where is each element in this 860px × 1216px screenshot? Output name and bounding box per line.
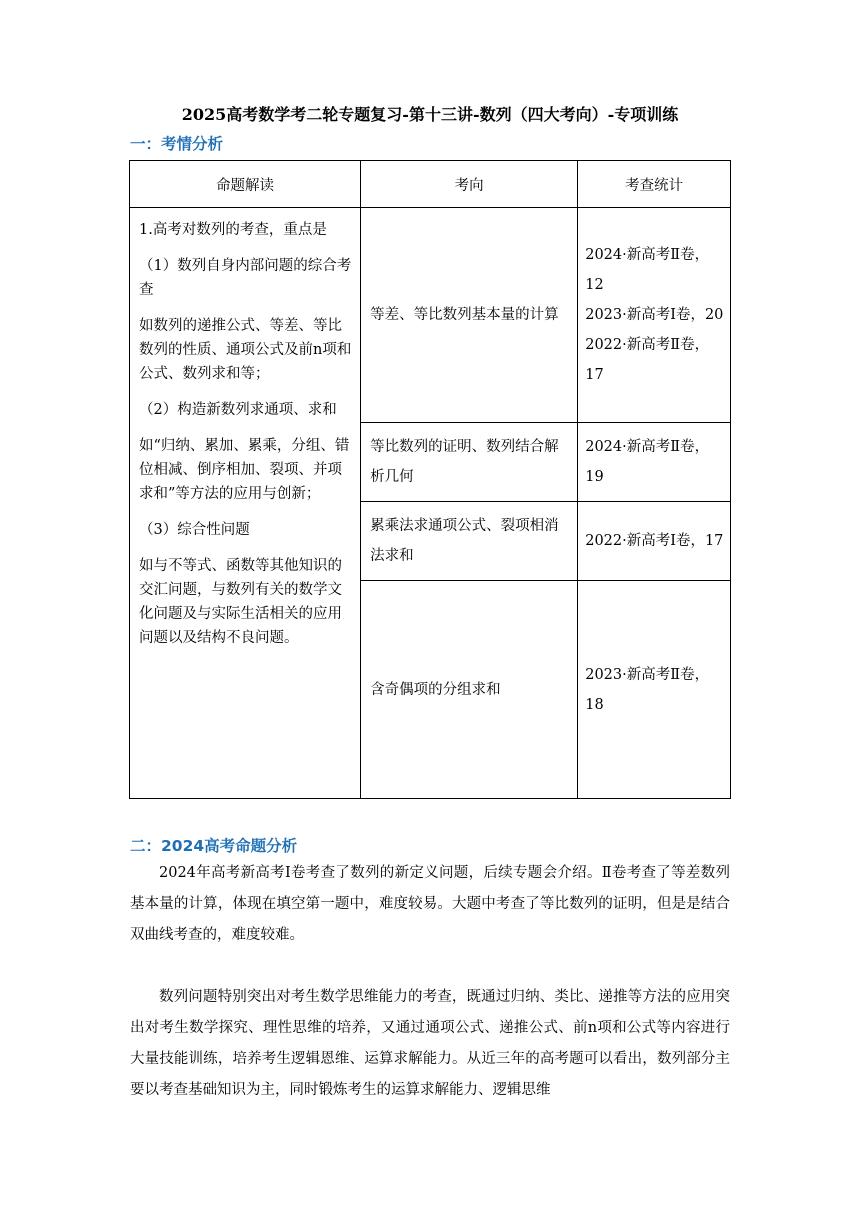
- interpretation-line: （3）综合性问题: [139, 522, 250, 538]
- interpretation-line: 1.高考对数列的考查，重点是: [139, 222, 327, 238]
- stat-entry: 2023·新高考Ⅱ卷，18: [585, 666, 710, 713]
- stats-cell: [578, 502, 731, 581]
- stat-entry: 2023·新高考Ⅰ卷，20: [585, 307, 724, 323]
- interpretation-line: 如数列的递推公式、等差、等比数列的性质、通项公式及前n项和公式、数列求和等；: [139, 318, 352, 382]
- table-header-cell: 考向: [361, 161, 578, 208]
- section-heading-exam-analysis: 一：考情分析: [130, 135, 224, 153]
- topic-cell: [361, 423, 578, 502]
- topic-cell: [361, 502, 578, 581]
- table-row: [130, 208, 731, 423]
- interpretation-line: 如与不等式、函数等其他知识的交汇问题，与数列有关的数学文化问题及与实际生活相关的应用问题以及结构不良问题。: [139, 558, 342, 646]
- table-header-cell: 考查统计: [578, 161, 731, 208]
- topic-cell: [361, 581, 578, 799]
- stat-entry: 2022·新高考Ⅱ卷，17: [585, 337, 710, 383]
- interpretation-line: （2）构造新数列求通项、求和: [139, 402, 337, 418]
- stat-entry: 2024·新高考Ⅱ卷，19: [585, 439, 710, 485]
- table-header-row: [130, 161, 731, 208]
- stats-cell: [578, 581, 731, 799]
- body-paragraph: 数列问题特别突出对考生数学思维能力的考查，既通过归纳、类比、递推等方法的应用突出对考生数学探究、理性思维的培养，又通过通项公式、递推公式、前n项和公式等内容进行大量技能训练，培养考生逻辑恩维、运算求解能力。从近三年的高考题可以看出，数列部分主要以考查基础知识为主，同时锻炼考生的运算求解能力、逻辑思维: [130, 989, 730, 1098]
- topic-cell: [361, 208, 578, 423]
- body-paragraph: 2024年高考新高考Ⅰ卷考查了数列的新定义问题，后续专题会介绍。Ⅱ卷考查了等差数列基本量的计算，体现在填空第一题中，难度较易。大题中考查了等比数列的证明，但是是结合双曲线考查的，难度较难。: [130, 865, 730, 943]
- stats-cell: [578, 208, 731, 423]
- stat-entry: 2022·新高考Ⅰ卷，17: [585, 533, 724, 549]
- exam-analysis-table: [129, 160, 731, 799]
- topic-text: 等比数列的证明、数列结合解析几何: [370, 439, 559, 485]
- topic-text: 累乘法求通项公式、裂项相消法求和: [370, 518, 559, 564]
- stats-cell: [578, 423, 731, 502]
- section-heading-2024-analysis: 二：2024高考命题分析: [130, 837, 298, 855]
- topic-text: 含奇偶项的分组求和: [370, 681, 501, 698]
- interpretation-line: （1）数列自身内部问题的综合考查: [139, 258, 352, 298]
- interpretation-line: 如“归纳、累加、累乘，分组、错位相减、倒序相加、裂项、并项求和”等方法的应用与创新；: [139, 438, 350, 502]
- interpretation-cell: [130, 208, 361, 799]
- stat-entry: 2024·新高考Ⅱ卷，12: [585, 247, 710, 293]
- table-header-cell: 命题解读: [130, 161, 361, 208]
- document-title: 2025高考数学考二轮专题复习-第十三讲-数列（四大考向）-专项训练: [181, 105, 679, 124]
- topic-text: 等差、等比数列基本量的计算: [370, 307, 559, 323]
